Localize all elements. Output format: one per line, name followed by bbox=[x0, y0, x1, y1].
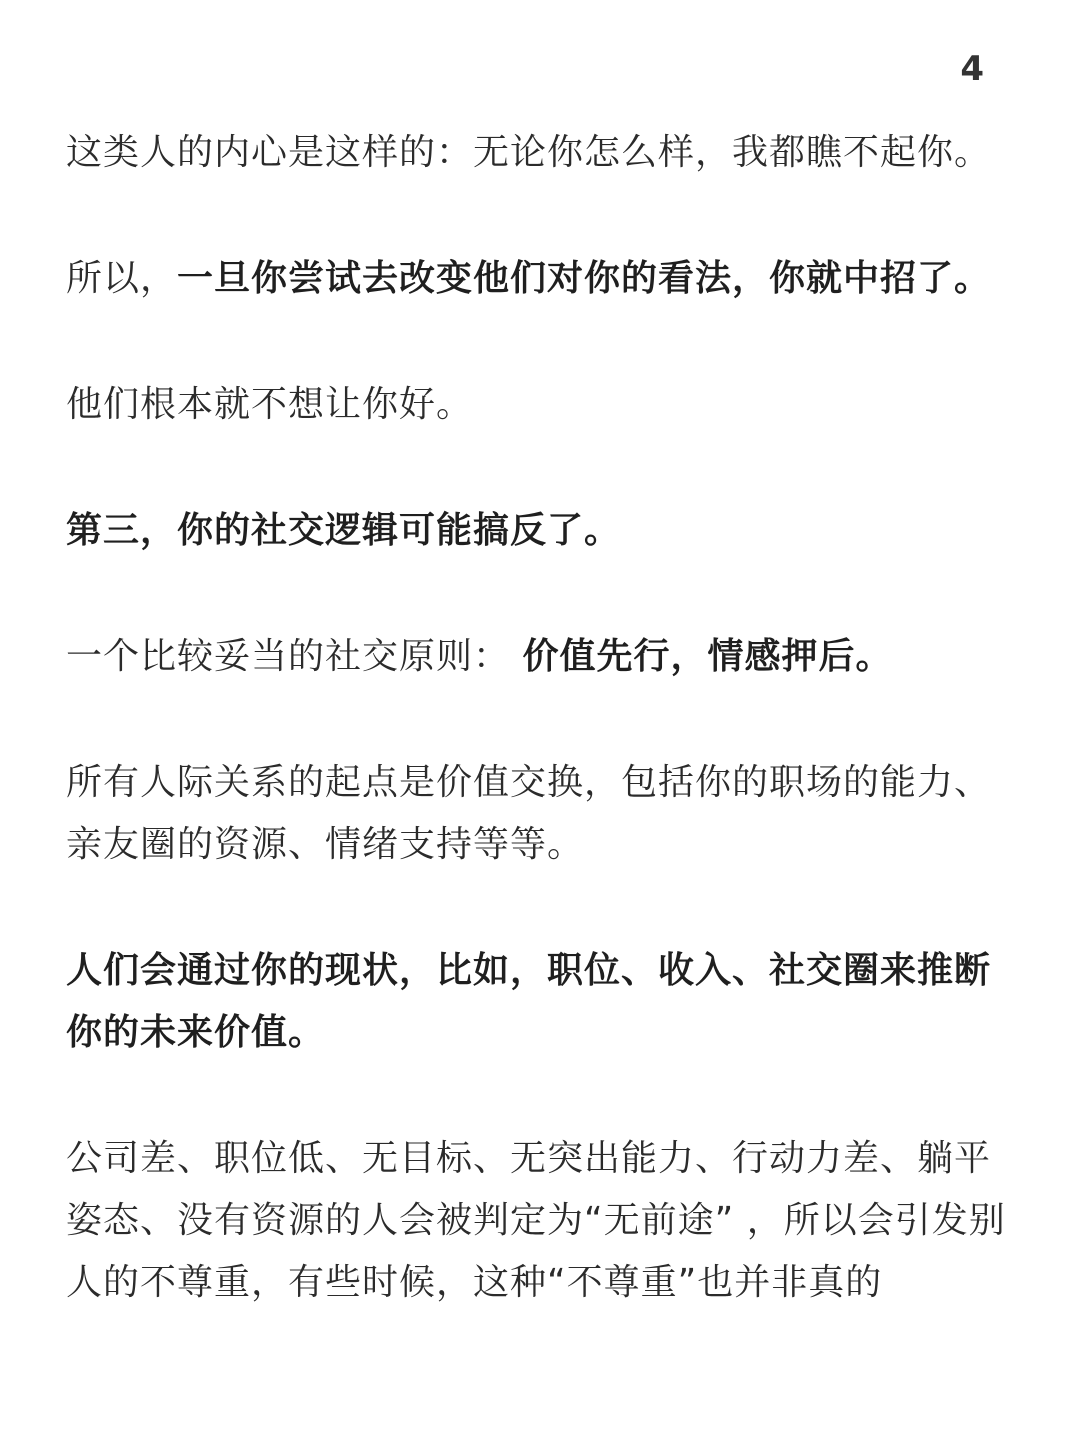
paragraph bbox=[66, 374, 1026, 436]
paragraph-text: 公司差、职位低、无目标、无突出能力、行动力差、躺平姿态、没有资源的人会被判定为“无前途” ，所以会引发别人的不尊重，有些时候，这种“不尊重”也并非真的 bbox=[66, 1138, 1006, 1303]
paragraph bbox=[66, 626, 1026, 688]
paragraph-text: 他们根本就不想让你好。 bbox=[66, 384, 474, 425]
article-body bbox=[66, 122, 1026, 1378]
page-number: 4 bbox=[960, 49, 984, 89]
paragraph bbox=[66, 940, 1026, 1064]
paragraph bbox=[66, 248, 1026, 310]
emphasized-text: 价值先行，情感押后。 bbox=[522, 636, 893, 677]
emphasized-text: 人们会通过你的现状，比如，职位、收入、社交圈来推断你的未来价值。 bbox=[66, 950, 992, 1053]
paragraph-text: 所以， bbox=[66, 258, 178, 299]
section-heading bbox=[66, 500, 1026, 562]
emphasized-text: 第三，你的社交逻辑可能搞反了。 bbox=[66, 510, 622, 551]
paragraph bbox=[66, 1128, 1026, 1314]
paragraph-text: 这类人的内心是这样的：无论你怎么样，我都瞧不起你。 bbox=[66, 132, 992, 173]
paragraph bbox=[66, 752, 1026, 876]
paragraph-text: 所有人际关系的起点是价值交换，包括你的职场的能力、亲友圈的资源、情绪支持等等。 bbox=[66, 762, 992, 865]
paragraph-text: 一个比较妥当的社交原则： bbox=[66, 636, 511, 677]
paragraph bbox=[66, 122, 1026, 184]
emphasized-text: 一旦你尝试去改变他们对你的看法，你就中招了。 bbox=[177, 258, 992, 299]
